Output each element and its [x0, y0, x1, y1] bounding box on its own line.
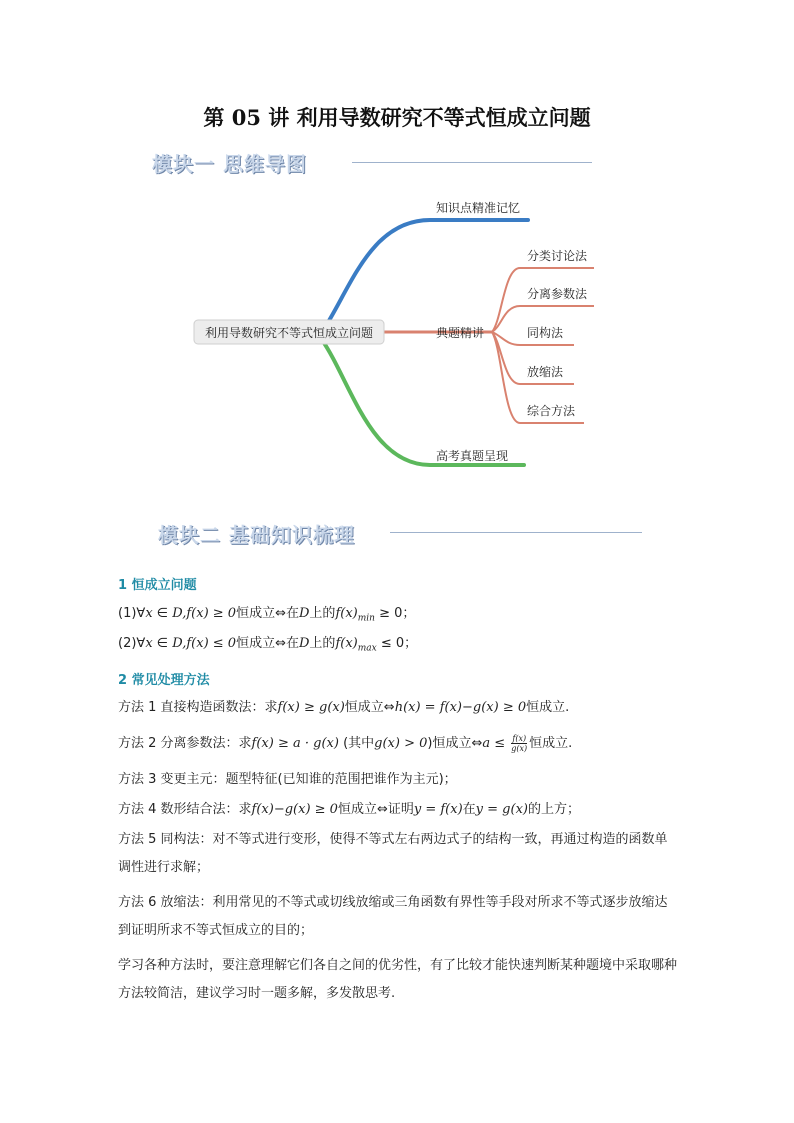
branch-exam-label: 高考真题呈现 [436, 449, 509, 463]
section-2-title: 2 常见处理方法 [118, 673, 210, 688]
branch-line-knowledge [322, 220, 528, 332]
document-title: 第 05 讲 利用导数研究不等式恒成立问题 [203, 105, 591, 130]
method-6: 方法 6 放缩法：利用常见的不等式或切线放缩或三角函数有界性等手段对所求不等式逐步放缩达到证明所求不等式恒成立的目的； [118, 895, 668, 938]
condition-2: (2)∀x ∈ D,f(x) ≤ 0恒成立⇔在D上的$f(x)_{max} \le 0$； [118, 636, 418, 654]
module-one-heading: 模块一 思维导图 [152, 152, 307, 176]
branch-exercises-label: 典题精讲 [436, 326, 485, 340]
module-one-rule [352, 162, 592, 163]
sub-method-3: 同构法 [527, 326, 564, 340]
module-two-heading: 模块二 基础知识梳理 [158, 523, 355, 547]
fraction: $\frac{f(x)}{g(x)}$ [511, 734, 528, 753]
branch-line-exam [322, 340, 524, 465]
method-5: 方法 5 同构法：对不等式进行变形，使得不等式左右两边式子的结构一致，再通过构造的函数单调性进行求解； [118, 832, 668, 875]
method-3: 方法 3 变更主元：题型特征(已知谁的范围把谁作为主元)； [118, 772, 457, 787]
sub-method-1: 分类讨论法 [527, 249, 588, 263]
sub-method-5: 综合方法 [527, 404, 576, 418]
section-1-title: 1 恒成立问题 [118, 578, 197, 593]
condition-1: (1)∀x ∈ D,f(x) ≥ 0恒成立⇔在D上的$f(x)_{min} \ge 0$； [118, 606, 416, 624]
branch-knowledge-label: 知识点精准记忆 [436, 201, 521, 215]
method-2: 方法 2 分离参数法：求f(x) ≥ a · g(x) (其中g(x) > 0)恒成立⇔a ≤ $\frac{f(x)}{g(x)}$ 恒成立. [118, 734, 573, 753]
study-note: 学习各种方法时，要注意理解它们各自之间的优劣性，有了比较才能快速判断某种题境中采取哪种方法较简洁，建议学习时一题多解，多发散思考. [118, 958, 678, 1001]
sub-method-4: 放缩法 [527, 365, 564, 379]
mind-map [0, 180, 794, 480]
root-node-label: 利用导数研究不等式恒成立问题 [204, 326, 374, 340]
method-1: 方法 1 直接构造函数法：求f(x) ≥ g(x)恒成立⇔h(x) = f(x)−g(x) ≥ 0恒成立. [118, 700, 570, 715]
sub-method-2: 分离参数法 [527, 287, 588, 301]
module-two-rule [390, 532, 642, 533]
method-4: 方法 4 数形结合法：求f(x)−g(x) ≥ 0恒成立⇔证明y = f(x)在y = g(x)的上方； [118, 802, 580, 817]
